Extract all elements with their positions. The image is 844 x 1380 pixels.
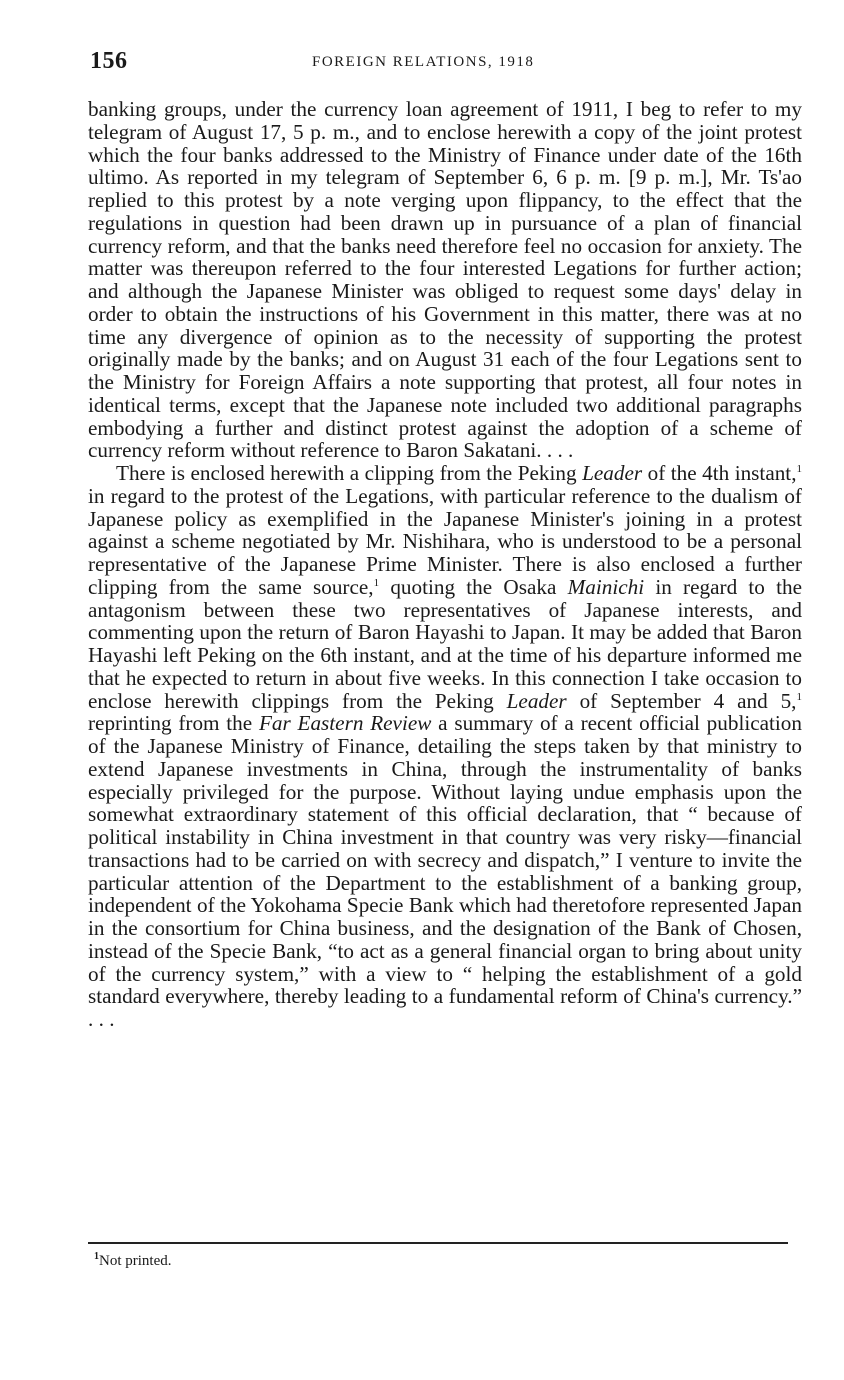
paragraph-1: banking groups, under the currency loan agreement of 1911, I beg to refer to my telegram of August 17, 5 p. m., and to enclose herewith a copy of the joint protest which the four banks addressed to the Ministry of Finance under date of the 16th ultimo. As reported in my telegram of September 6, 6 p. m. [9 p. m.], Mr. Ts'ao replied to this protest by a note verging upon flippancy, to the effect that the regulations in question had been drawn up in pursuance of a plan of financial currency reform, and that the banks need therefore feel no occasion for anxiety. The matter was thereupon referred to the four interested Legations for further action; and although the Japanese Minister was obliged to request some days' delay in order to obtain the instructions of his Government in this matter, there was at no time any divergence of opinion as to the necessity of supporting the protest originally made by the banks; and on August 31 each of the four Legations sent to the Ministry for Foreign Affairs a note supporting that protest, all four notes in identical terms, except that the Japanese note included two additional paragraphs embodying a further and distinct protest against the adoption of a scheme of currency reform without reference to Baron Sakatani. . . .	[88, 97, 802, 463]
p2-text-a: There is enclosed herewith a clipping from the Peking	[116, 461, 583, 485]
page-header	[90, 48, 800, 78]
footnote-text: Not printed.	[99, 1253, 172, 1269]
p2-text-e: in regard to the antagonism between these two representatives of Japanese interests, and commenting upon the return of Baron Hayashi to Japan. It may be added that Baron Hayashi left Peking on the 6th instant, and at the time of his departure informed me that he expected to return in about five weeks. In this connection I take occasion to enclose herewith clippings from the Peking	[88, 574, 803, 713]
p2-text-d: quoting the Osaka	[379, 574, 568, 599]
paragraph-2	[88, 462, 802, 1031]
p2-text-b: of the 4th instant,	[642, 461, 797, 485]
italic-far-eastern-review: Far Eastern Review	[258, 711, 432, 736]
running-head: FOREIGN RELATIONS, 1918	[312, 54, 535, 70]
footnote-ref-3: 1	[796, 690, 802, 703]
footnote-ref-2: 1	[373, 576, 380, 589]
italic-leader-1: Leader	[582, 461, 643, 485]
p2-text-c: in regard to the protest of the Legations, with particular reference to the dualism of Japanese policy as exemplified in the Japanese Minister's joining in a protest against a scheme negotiated by Mr. Nishihara, who is understood to be a personal representative of the Japanese Prime Minister. There is also enclosed a further clipping from the same source,	[88, 483, 802, 599]
italic-mainichi: Mainichi	[567, 574, 645, 599]
footnote-divider	[88, 1242, 788, 1244]
p2-text-g: reprinting from the	[88, 711, 259, 736]
p2-text-h: a summary of a recent official publication of the Japanese Ministry of Finance, detailing the steps taken by that ministry to extend Japanese investments in China, through the instrumentality of banks especially privileged for the purpose. Without laying undue emphasis upon the somewhat extraordinary statement of this official declaration, that “ because of political instability in China investment in that country was very risky—financial transactions had to be carried on with secrecy and dispatch,” I venture to invite the particular attention of the Department to the establishment of a banking group, independent of the Yokohama Specie Bank which had theretofore represented Japan in the consortium for China business, and the designation of the Bank of Chosen, instead of the Specie Bank, “to act as a general financial organ to bring about unity of the currency system,” with a view to “ helping the establishment of a gold standard everywhere, thereby leading to a fundamental reform of China's currency.” . . .	[88, 711, 802, 1031]
page-number: 156	[90, 48, 128, 74]
footnote-ref-1: 1	[796, 462, 802, 475]
italic-leader-2: Leader	[506, 688, 567, 713]
footnote-marker: 1	[94, 1251, 99, 1262]
p2-text-f: of September 4 and 5,	[566, 688, 797, 713]
footnote	[94, 1253, 172, 1270]
body-text	[88, 98, 802, 1031]
